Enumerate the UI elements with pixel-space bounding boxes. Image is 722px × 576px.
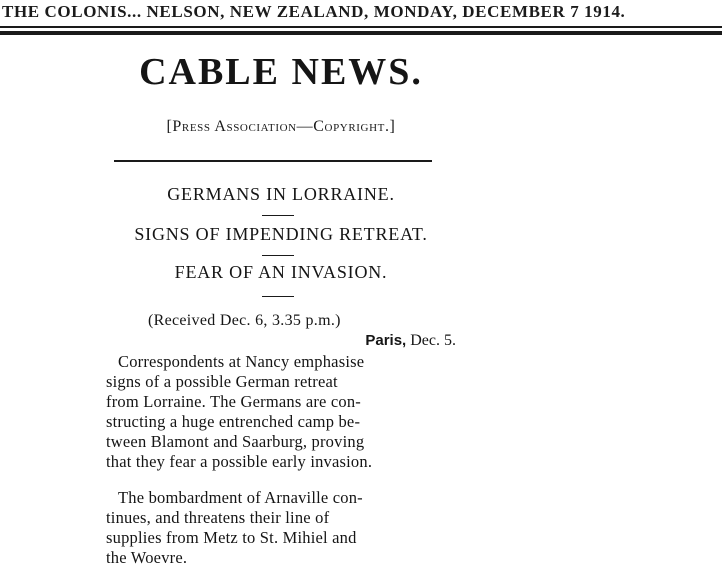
- newspaper-masthead: [0, 0, 722, 34]
- paragraph-line: that they fear a possible early invasion.: [106, 452, 373, 471]
- paragraph-line: Correspondents at Nancy emphasise: [118, 352, 365, 371]
- paragraph-line: signs of a possible German retreat: [106, 372, 338, 391]
- dateline: [365, 332, 456, 350]
- subheading-1: GERMANS IN LORRAINE.: [167, 184, 395, 204]
- article-column: [100, 40, 462, 576]
- body-paragraph-1: [106, 352, 466, 472]
- dateline-place: Paris,: [365, 332, 407, 349]
- paragraph-line: The bombardment of Arnaville con-: [118, 488, 363, 507]
- paragraph-line: supplies from Metz to St. Mihiel and: [106, 528, 357, 547]
- subheading-2: SIGNS OF IMPENDING RETREAT.: [134, 224, 428, 244]
- body-paragraph-2: [106, 488, 466, 568]
- press-credit: [Press Association—Copyright.]: [166, 118, 396, 135]
- credit-divider: [114, 160, 432, 162]
- masthead-rule-thick: [0, 31, 722, 35]
- subheading-divider-1: [262, 215, 294, 216]
- subheading-divider-2: [262, 255, 294, 256]
- received-timestamp: (Received Dec. 6, 3.35 p.m.): [148, 312, 341, 329]
- subheading-divider-3: [262, 296, 294, 297]
- paragraph-line: from Lorraine. The Germans are con-: [106, 392, 361, 411]
- article-headline: CABLE NEWS.: [139, 51, 423, 93]
- masthead-rule-thin: [0, 26, 722, 28]
- masthead-text: THE COLONIS... NELSON, NEW ZEALAND, MONDAY, DECEMBER 7 1914.: [2, 2, 626, 21]
- paragraph-line: tween Blamont and Saarburg, proving: [106, 432, 365, 451]
- paragraph-line: tinues, and threatens their line of: [106, 508, 330, 527]
- subheading-3: FEAR OF AN INVASION.: [174, 262, 388, 282]
- paragraph-line: structing a huge entrenched camp be-: [106, 412, 361, 431]
- paragraph-line: the Woevre.: [106, 548, 188, 567]
- dateline-date: Dec. 5.: [410, 332, 456, 349]
